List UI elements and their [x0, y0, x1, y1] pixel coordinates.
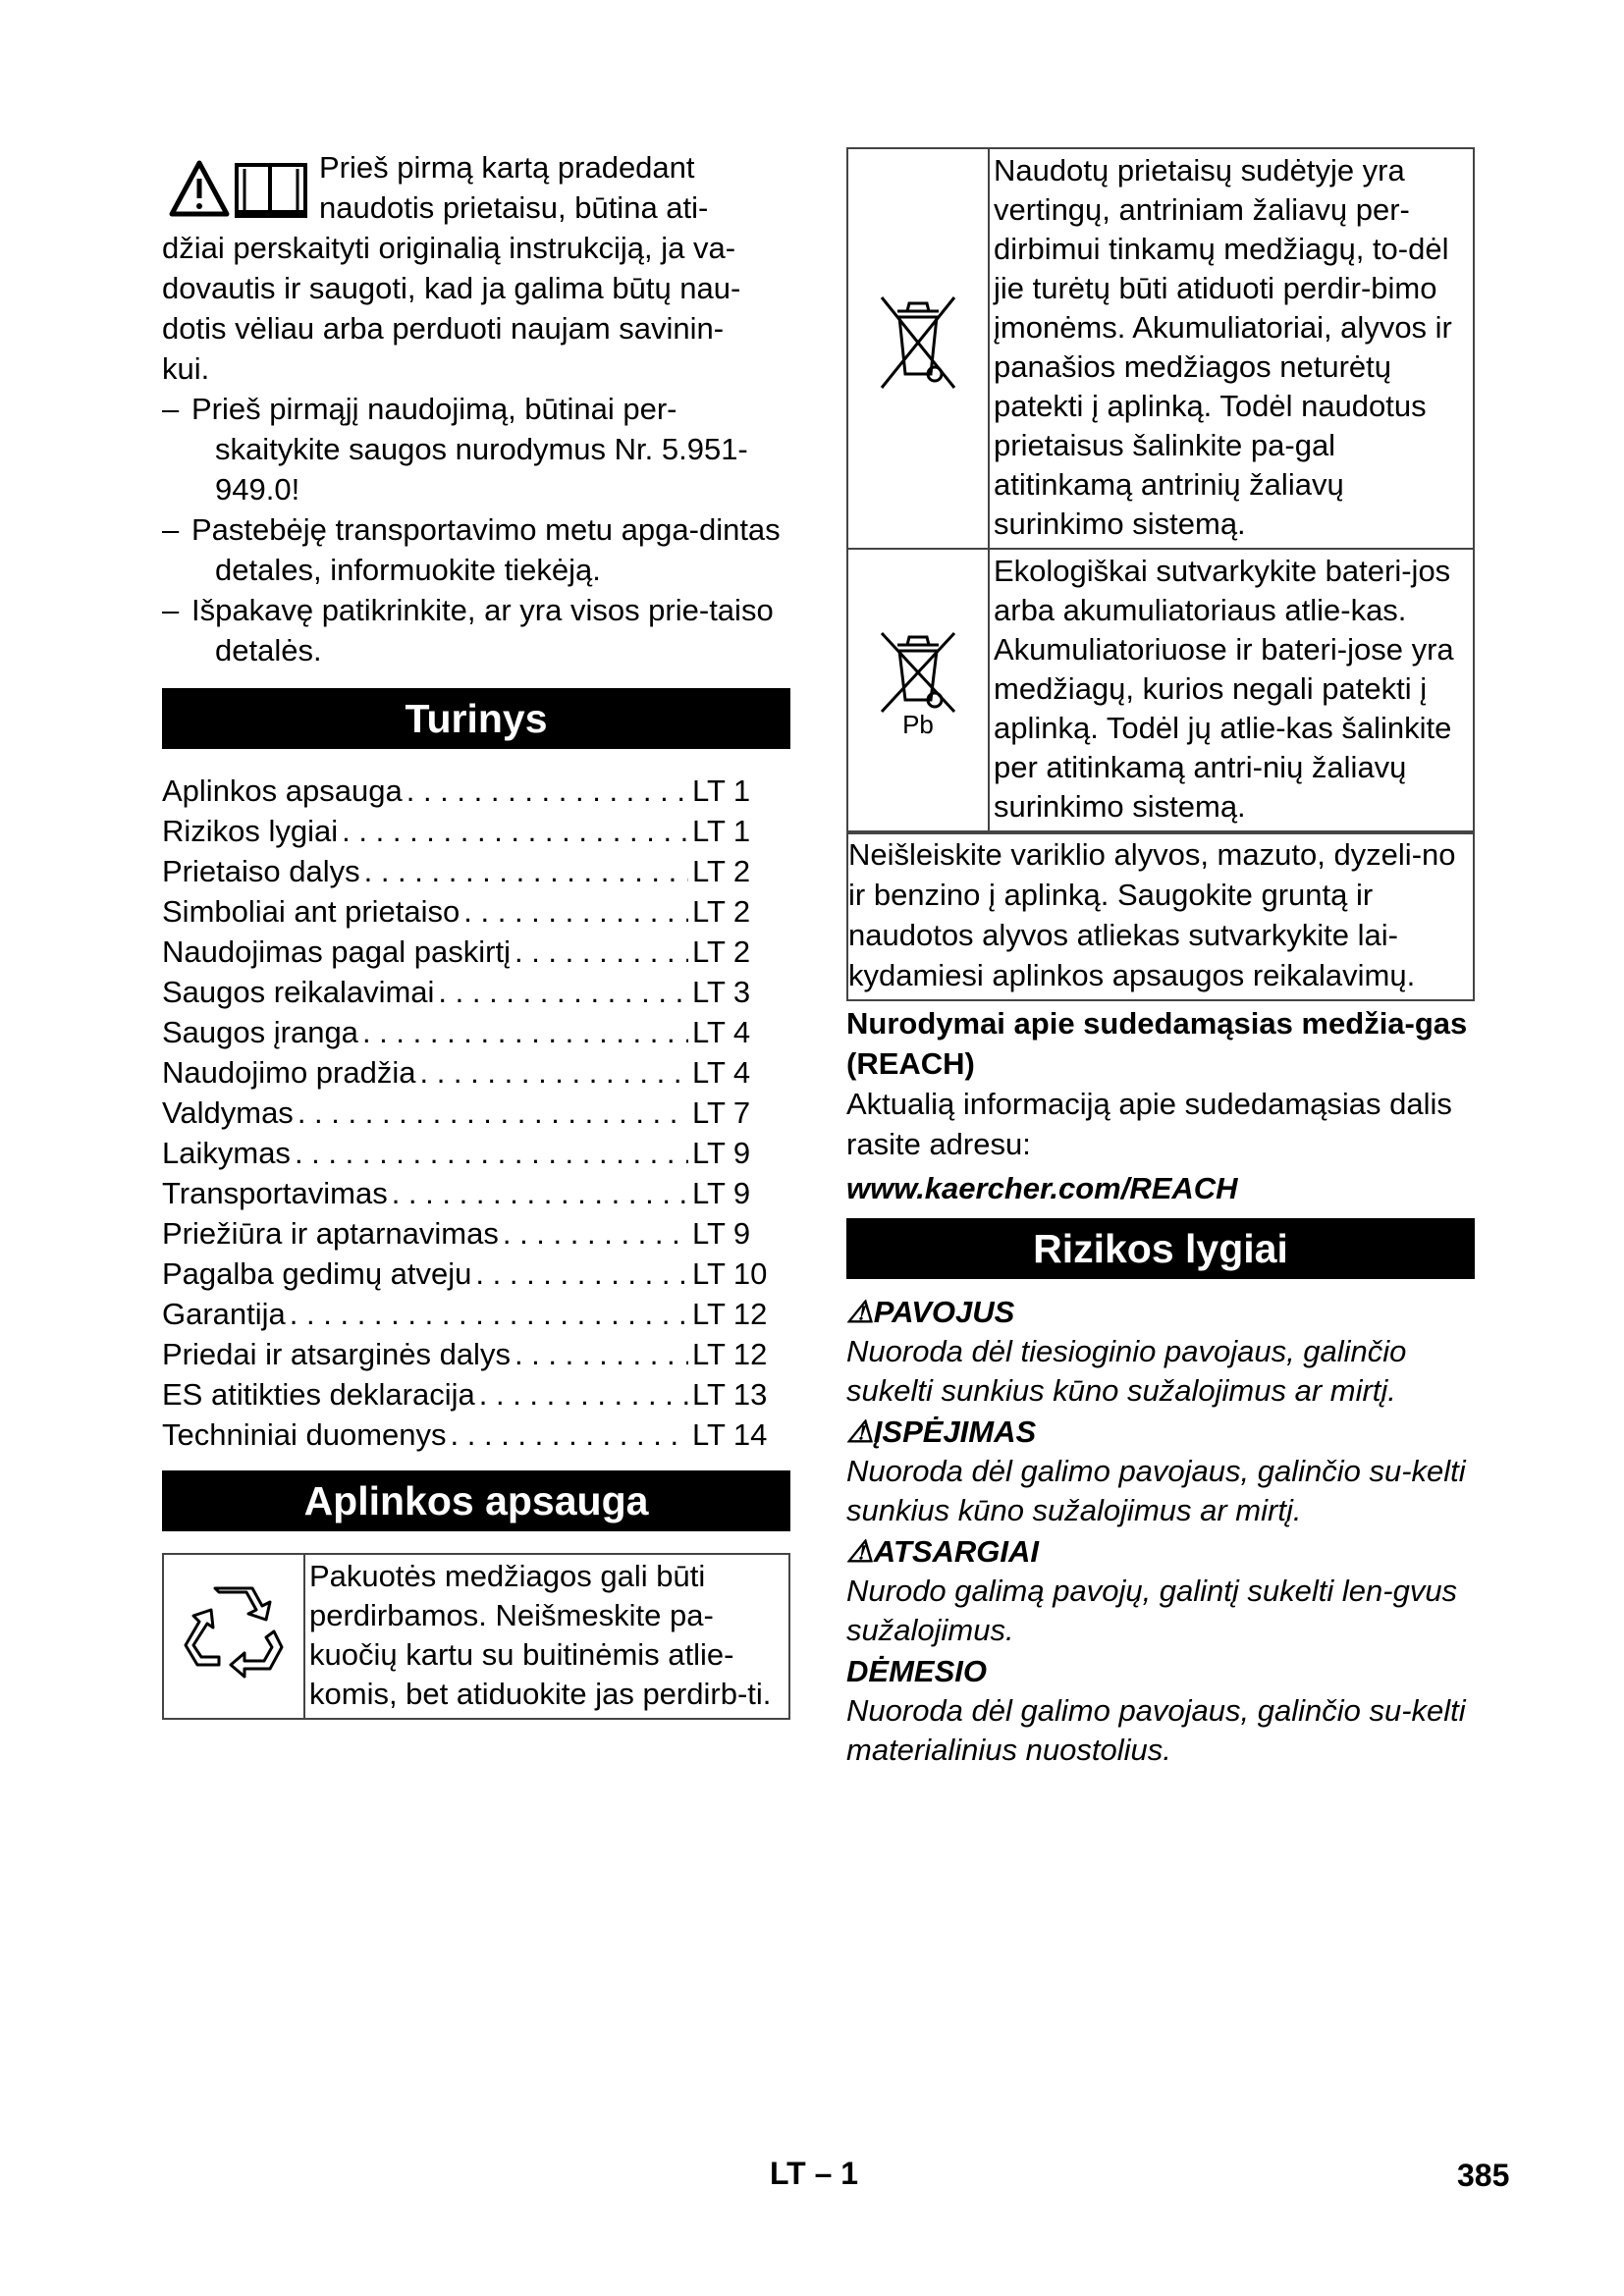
environment-heading: Aplinkos apsauga: [162, 1470, 790, 1531]
toc-page: LT 7: [692, 1095, 751, 1130]
intro-line: naudotis prietaisu, būtina ati-: [319, 190, 709, 225]
intro-line: dotis vėliau arba perduoti naujam savinin-: [162, 311, 725, 346]
toc-title: Pagalba gedimų atveju: [162, 1256, 472, 1291]
toc-title: Naudojimo pradžia: [162, 1055, 416, 1090]
recycle-icon: [180, 1582, 288, 1681]
bin-icon-cell: [847, 148, 989, 549]
toc-page: LT 10: [692, 1256, 768, 1291]
devices-text: Naudotų prietaisų sudėtyje yra vertingų, antriniam žaliavų per-dirbimui tinkamų medžiagų, to-dėl jie turėtų būti atiduoti perdir-bimo įmonėms. Akumuliatoriai, alyvos ir panašios medžiagos neturėtų patekti į aplinką. Todėl naudotus prietaisus šalinkite pa-gal atitinkamą antrinių žaliavų surinkimo sistemą.: [989, 148, 1474, 549]
toc-row[interactable]: [162, 1334, 790, 1374]
toc-row[interactable]: [162, 1173, 790, 1213]
risk-label: ⚠ĮSPĖJIMAS: [846, 1415, 1037, 1449]
table-of-contents: [162, 771, 790, 1455]
battery-icon-cell: [847, 549, 989, 831]
page-number: 385: [1457, 2158, 1510, 2193]
warning-triangle-icon: ⚠: [846, 1295, 874, 1329]
toc-title: Techniniai duomenys: [162, 1417, 447, 1452]
toc-leader: [342, 811, 688, 851]
warning-triangle-icon: ⚠: [846, 1415, 874, 1449]
toc-heading: Turinys: [162, 688, 790, 749]
risk-text: Nuoroda dėl galimo pavojaus, galinčio su-kelti sunkius kūno sužalojimus ar mirtį.: [846, 1454, 1466, 1527]
battery-label: Pb: [902, 710, 934, 739]
toc-row[interactable]: [162, 771, 790, 811]
battery-text: Ekologiškai sutvarkykite bateri-jos arba akumuliatoriaus atlie-kas. Akumuliatoriuose ir bateri-jose yra medžiagų, kurios negali patekti į aplinką. Todėl jų atlie-kas šalinkite per atitinkamą antri-nių žaliavų surinkimo sistemą.: [989, 549, 1474, 831]
toc-page: LT 4: [692, 1055, 751, 1090]
intro-line: kui.: [162, 351, 210, 386]
toc-page: LT 9: [692, 1216, 751, 1251]
crossed-bin-battery-icon: [874, 631, 962, 739]
disposal-box: [846, 147, 1475, 832]
toc-row[interactable]: [162, 1012, 790, 1052]
footer-lang-page: LT – 1: [770, 2156, 859, 2191]
toc-page: LT 1: [692, 814, 751, 848]
toc-page: LT 9: [692, 1176, 751, 1210]
toc-leader: [406, 771, 688, 811]
risk-label: ⚠ATSARGIAI: [846, 1534, 1039, 1569]
oil-box: Neišleiskite variklio alyvos, mazuto, dyzeli-no ir benzino į aplinką. Saugokite gruntą ir naudotos alyvos atliekas sutvarkykite lai-kydamiesi aplinkos apsaugos reikalavimų.: [846, 832, 1475, 1001]
toc-row[interactable]: [162, 1093, 790, 1133]
toc-row[interactable]: [162, 891, 790, 932]
toc-page: LT 12: [692, 1297, 768, 1331]
risk-label: ⚠PAVOJUS: [846, 1295, 1015, 1329]
toc-title: ES atitikties deklaracija: [162, 1377, 475, 1412]
toc-leader: [392, 1173, 688, 1213]
toc-leader: [290, 1294, 688, 1334]
packaging-box: [162, 1553, 790, 1720]
toc-title: Aplinkos apsauga: [162, 774, 403, 808]
toc-page: LT 12: [692, 1337, 768, 1371]
toc-page: LT 14: [692, 1417, 768, 1452]
toc-leader: [451, 1415, 688, 1455]
toc-row[interactable]: [162, 1415, 790, 1455]
toc-leader: [438, 972, 688, 1012]
toc-title: Saugos įranga: [162, 1015, 358, 1049]
toc-leader: [475, 1254, 688, 1294]
right-column: [846, 147, 1475, 1770]
packaging-text: Pakuotės medžiagos gali būti perdirbamos. Neišmeskite pa-kuočių kartu su buitinėmis atlie-komis, bet atiduokite jas perdirb-ti.: [304, 1554, 789, 1719]
toc-leader: [479, 1374, 688, 1415]
list-item: – Prieš pirmąjį naudojimą, būtinai per-skaitykite saugos nurodymus Nr. 5.951-949.0!: [162, 392, 748, 507]
intro-line: Prieš pirmą kartą pradedant: [319, 150, 695, 185]
toc-page: LT 9: [692, 1136, 751, 1170]
risk-heading: Rizikos lygiai: [846, 1218, 1475, 1279]
toc-page: LT 1: [692, 774, 751, 808]
risk-text: Nuoroda dėl galimo pavojaus, galinčio su-kelti materialinius nuostolius.: [846, 1693, 1466, 1767]
toc-leader: [364, 851, 688, 891]
toc-row[interactable]: [162, 1133, 790, 1173]
toc-row[interactable]: [162, 1213, 790, 1254]
toc-page: LT 13: [692, 1377, 768, 1412]
reach-url[interactable]: www.kaercher.com/REACH: [846, 1171, 1238, 1205]
warning-triangle-icon: ⚠: [846, 1534, 874, 1569]
risk-levels: [846, 1293, 1475, 1770]
toc-title: Naudojimas pagal paskirtį: [162, 934, 511, 969]
toc-leader: [295, 1133, 688, 1173]
toc-row[interactable]: [162, 932, 790, 972]
toc-page: LT 3: [692, 975, 751, 1009]
toc-row[interactable]: [162, 851, 790, 891]
recycle-icon-cell: [163, 1554, 304, 1719]
risk-text: Nurodo galimą pavojų, galintį sukelti len-gvus sužalojimus.: [846, 1574, 1458, 1647]
toc-page: LT 2: [692, 854, 751, 888]
toc-title: Rizikos lygiai: [162, 814, 339, 848]
toc-leader: [514, 1334, 688, 1374]
reach-heading: Nurodymai apie sudedamąsias medžia-gas (REACH): [846, 1006, 1468, 1081]
toc-leader: [463, 891, 688, 932]
intro-line: dovautis ir saugoti, kad ja galima būtų nau-: [162, 271, 741, 305]
toc-row[interactable]: [162, 1294, 790, 1334]
left-column: [162, 147, 790, 1720]
toc-page: LT 2: [692, 894, 751, 929]
toc-title: Prietaiso dalys: [162, 854, 360, 888]
toc-title: Valdymas: [162, 1095, 294, 1130]
warning-manual-icon: [168, 151, 315, 218]
list-item: – Išpakavę patikrinkite, ar yra visos prie-taiso detalės.: [162, 593, 774, 667]
toc-title: Priedai ir atsarginės dalys: [162, 1337, 511, 1371]
toc-row[interactable]: [162, 1254, 790, 1294]
toc-leader: [419, 1052, 688, 1093]
toc-leader: [514, 932, 688, 972]
toc-title: Priežiūra ir aptarnavimas: [162, 1216, 499, 1251]
crossed-bin-icon: [874, 290, 962, 398]
toc-page: LT 2: [692, 934, 751, 969]
reach-text: Aktualią informaciją apie sudedamąsias dalis rasite adresu:: [846, 1087, 1452, 1161]
risk-label: DĖMESIO: [846, 1654, 987, 1688]
toc-row[interactable]: [162, 811, 790, 851]
toc-title: Garantija: [162, 1297, 286, 1331]
toc-row[interactable]: [162, 1374, 790, 1415]
toc-leader: [298, 1093, 688, 1133]
intro-section: [162, 147, 790, 670]
toc-title: Laikymas: [162, 1136, 291, 1170]
toc-title: Transportavimas: [162, 1176, 388, 1210]
toc-title: Saugos reikalavimai: [162, 975, 435, 1009]
list-item: – Pastebėję transportavimo metu apga-dintas detales, informuokite tiekėją.: [162, 512, 781, 587]
toc-leader: [362, 1012, 688, 1052]
toc-leader: [503, 1213, 688, 1254]
toc-row[interactable]: [162, 1052, 790, 1093]
toc-page: LT 4: [692, 1015, 751, 1049]
toc-title: Simboliai ant prietaiso: [162, 894, 460, 929]
intro-line: džiai perskaityti originalią instrukciją, ja va-: [162, 231, 736, 265]
toc-row[interactable]: [162, 972, 790, 1012]
intro-list: [162, 389, 790, 670]
risk-text: Nuoroda dėl tiesioginio pavojaus, galinčio sukelti sunkius kūno sužalojimus ar mirtį.: [846, 1334, 1407, 1408]
